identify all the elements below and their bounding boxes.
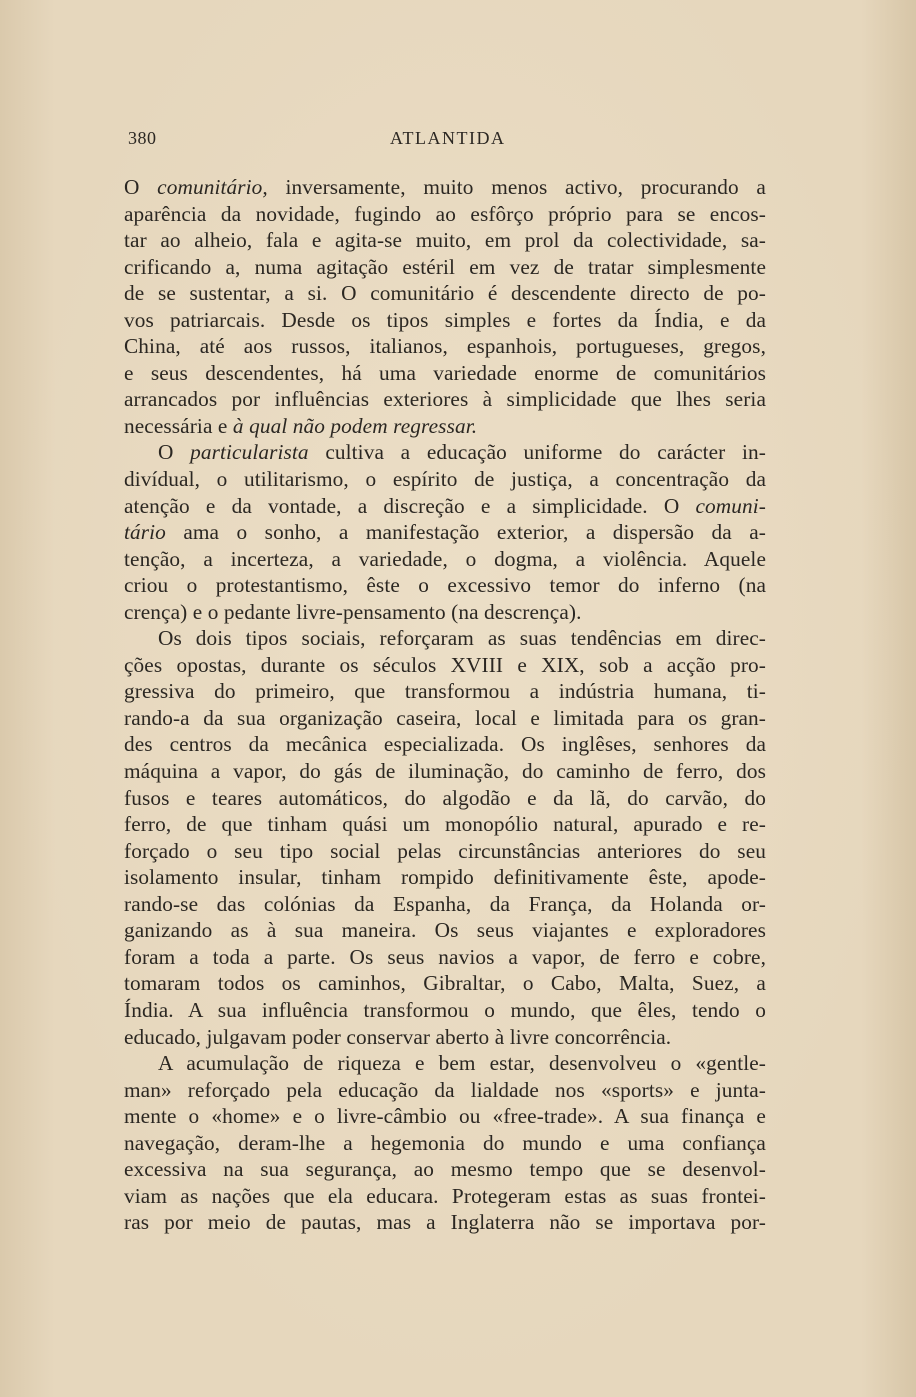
text-segment: tar ao alheio, fala e agita-se muito, em prol da colectividade, sa- (124, 228, 766, 253)
text-line (124, 891, 766, 918)
text-line (124, 838, 766, 865)
text-segment: crença) e o pedante livre-pensamento (na descrença). (124, 599, 582, 624)
text-line (124, 572, 766, 599)
text-line (124, 1156, 766, 1183)
text-segment: ferro, de que tinham quási um monopólio natural, apurado e re- (124, 812, 766, 837)
text-segment: aparência da novidade, fugindo ao esfôrço próprio para se encos- (124, 201, 766, 226)
text-line (124, 1024, 766, 1051)
text-line (124, 599, 766, 626)
text-segment: ama o sonho, a manifestação exterior, a dispersão da a- (165, 520, 766, 545)
text-line (124, 1209, 766, 1236)
text-line (124, 1103, 766, 1130)
text-line (124, 811, 766, 838)
text-segment: O (158, 440, 191, 465)
text-line (124, 519, 766, 546)
text-line (124, 1130, 766, 1157)
text-segment: atenção e da vontade, a discreção e a simplicidade. O (124, 493, 696, 518)
text-segment: tenção, a incerteza, a variedade, o dogma, a violência. Aquele (124, 546, 766, 571)
text-line (124, 201, 766, 228)
italic-text: comunitário, (157, 175, 268, 199)
running-title: ATLANTIDA (390, 128, 506, 148)
text-line (124, 705, 766, 732)
text-line (124, 731, 766, 758)
italic-text: particularista (190, 440, 309, 465)
text-segment: vos patriarcais. Desde os tipos simples e fortes da Índia, e da (124, 307, 766, 332)
text-segment: isolamento insular, tinham rompido definitivamente êste, apode- (124, 865, 766, 890)
text-line (124, 360, 766, 387)
text-segment: tomaram todos os caminhos, Gibraltar, o Cabo, Malta, Suez, a (124, 971, 766, 996)
text-segment: inversamente, muito menos activo, procurando a (267, 175, 766, 199)
text-segment: ganizando as à sua maneira. Os seus viajantes e exploradores (124, 918, 766, 943)
text-line (124, 466, 766, 493)
italic-text: tário (124, 520, 166, 545)
text-line (124, 1183, 766, 1210)
text-segment: ções opostas, durante os séculos XVIII e XIX, sob a acção pro- (124, 652, 766, 677)
page-number: 380 (128, 128, 157, 148)
text-line (124, 758, 766, 785)
text-segment: Índia. A sua influência transformou o mundo, que êles, tendo o (124, 997, 766, 1022)
text-segment: mente o «home» e o livre-câmbio ou «free-trade». A sua finança e (124, 1104, 766, 1129)
text-segment: fusos e teares automáticos, do algodão e da lã, do carvão, do (124, 785, 766, 810)
text-line (124, 493, 766, 520)
text-line (124, 944, 766, 971)
text-segment: man» reforçado pela educação da lialdade nos «sports» e junta- (124, 1077, 766, 1102)
text-segment: navegação, deram-lhe a hegemonia do mundo e uma confiança (124, 1130, 766, 1155)
text-segment: divídual, o utilitarismo, o espírito de justiça, a concentração da (124, 467, 766, 492)
text-segment: criou o protestantismo, êste o excessivo temor do inferno (na (124, 573, 766, 598)
text-line (124, 864, 766, 891)
text-segment: educado, julgavam poder conservar aberto à livre concorrência. (124, 1024, 672, 1049)
text-segment: Os dois tipos sociais, reforçaram as suas tendências em direc- (158, 626, 766, 651)
text-segment: rando-se das colónias da Espanha, da França, da Holanda or- (124, 891, 766, 916)
text-line (124, 1077, 766, 1104)
text-segment: e seus descendentes, há uma variedade enorme de comunitários (124, 360, 766, 385)
text-segment: A acumulação de riqueza e bem estar, desenvolveu o «gentle- (158, 1051, 766, 1076)
text-segment: cultiva a educação uniforme do carácter in- (308, 440, 766, 465)
text-line (124, 652, 766, 679)
text-segment: crificando a, numa agitação estéril em vez de tratar simplesmente (124, 254, 766, 279)
text-line (124, 413, 766, 440)
text-line (124, 970, 766, 997)
text-line (124, 227, 766, 254)
text-line (124, 625, 766, 652)
text-segment: foram a toda a parte. Os seus navios a vapor, de ferro e cobre, (124, 944, 766, 969)
text-line (124, 174, 766, 201)
text-segment: des centros da mecânica especializada. Os inglêses, senhores da (124, 732, 766, 757)
italic-text: comuni- (695, 493, 766, 518)
text-line (124, 1050, 766, 1077)
text-line (124, 439, 766, 466)
page-header (128, 128, 764, 154)
body-text (124, 174, 766, 1236)
text-segment: máquina a vapor, do gás de iluminação, do caminho de ferro, dos (124, 759, 766, 784)
text-segment: forçado o seu tipo social pelas circunstâncias anteriores do seu (124, 838, 766, 863)
text-segment: China, até aos russos, italianos, espanhois, portugueses, gregos, (124, 334, 766, 359)
text-segment: arrancados por influências exteriores à simplicidade que lhes seria (124, 387, 766, 412)
text-line (124, 254, 766, 281)
text-line (124, 785, 766, 812)
text-segment: necessária e (124, 413, 233, 438)
text-segment: viam as nações que ela educara. Protegeram estas as suas frontei- (124, 1183, 766, 1208)
text-line (124, 917, 766, 944)
text-line (124, 386, 766, 413)
text-line (124, 546, 766, 573)
text-line (124, 333, 766, 360)
text-segment: O (124, 175, 158, 199)
text-line (124, 280, 766, 307)
text-line (124, 997, 766, 1024)
text-segment: excessiva na sua segurança, ao mesmo tempo que se desenvol- (124, 1157, 766, 1182)
italic-text: à qual não podem regressar. (232, 413, 478, 438)
text-segment: de se sustentar, a si. O comunitário é descendente directo de po- (124, 281, 766, 306)
text-line (124, 307, 766, 334)
text-segment: gressiva do primeiro, que transformou a indústria humana, ti- (124, 679, 766, 704)
text-segment: ras por meio de pautas, mas a Inglaterra não se importava por- (124, 1210, 766, 1235)
text-line (124, 678, 766, 705)
text-segment: rando-a da sua organização caseira, local e limitada para os gran- (124, 705, 766, 730)
